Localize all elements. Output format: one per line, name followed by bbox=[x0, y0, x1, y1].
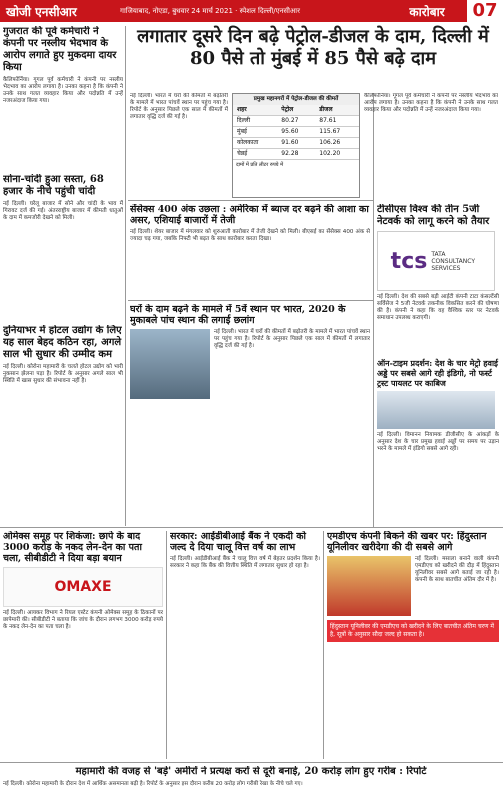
masthead bbox=[0, 0, 503, 22]
fuel-price-table bbox=[232, 93, 360, 198]
cell: 102.20 bbox=[315, 149, 359, 160]
story-tcs bbox=[377, 204, 499, 354]
table-row bbox=[233, 149, 359, 160]
newspaper-brand: खोजी एनसीआर bbox=[6, 4, 77, 19]
cell: मुंबई bbox=[233, 127, 277, 138]
story-body: नई दिल्ली। देश की सबसे बड़ी आईटी कंपनी टाटा कंसल्टेंसी सर्विसेज ने 5जी नेटवर्क तकनीक विकसित करने की घोषणा की है। कंपनी ने कहा कि वह वैश्विक स्तर पर नेटवर्क समाधान उपलब्ध कराएगी। bbox=[377, 294, 499, 321]
story-headline: दुनियाभर में होटल उद्योग के लिए यह साल बेहद कठिन रहा, अगले साल भी सुधार की उम्मीद कम bbox=[3, 325, 122, 360]
fuel-table bbox=[233, 105, 359, 160]
story-google bbox=[3, 26, 123, 171]
issue-date: गाजियाबाद, नोएडा, बुधवार 24 मार्च 2021 · स्पेशल दिल्ली/एनसीआर bbox=[120, 7, 300, 15]
column-rule bbox=[323, 531, 324, 759]
building-photo bbox=[130, 329, 210, 399]
story-body: कैलिफोर्निया। गूगल पूर्व कर्मचारी ने कंपनी पर नस्लीय भेदभाव का आरोप लगाया है। उनका कहना है कि कंपनी ने उनके साथ गलत व्यवहार किया और पदोन्नति में उन्हें नजरअंदाज किया गया। bbox=[3, 77, 123, 104]
lead-story-continued bbox=[364, 93, 498, 197]
cell: दिल्ली bbox=[233, 116, 277, 127]
fuel-table-title: प्रमुख महानगरों में पेट्रोल-डीजल की कीमतें bbox=[233, 94, 359, 105]
cell: 87.61 bbox=[315, 116, 359, 127]
story-body: नई दिल्ली। आईडीबीआई बैंक ने चालू वित्त वर्ष में बेहतर प्रदर्शन किया है। सरकार ने कहा कि बैंक की वित्तीय स्थिति में लगातार सुधार हो रहा है। bbox=[170, 556, 320, 569]
spice-packets-photo bbox=[327, 556, 411, 616]
story-omaxe bbox=[3, 531, 163, 759]
story-headline: सेंसेक्स 400 अंक उछला : अमेरिका में ब्याज दर बढ़ने की आशा का असर, एशियाई बाजारों में तेजी bbox=[130, 204, 369, 226]
cell: चेन्नई bbox=[233, 149, 277, 160]
column-rule bbox=[125, 26, 126, 526]
page-number: 07 bbox=[467, 0, 503, 22]
lead-body-2: कैलिफोर्निया। गूगल पूर्व कर्मचारी ने कंपनी पर नस्लीय भेदभाव का आरोप लगाया है। उनका कहना है कि कंपनी ने उनके साथ गलत व्यवहार किया और पदोन्नति में उन्हें नजरअंदाज किया गया। bbox=[364, 93, 498, 113]
story-sensex bbox=[130, 204, 370, 298]
story-headline: गुजरात की पूर्व कर्मचारी ने कंपनी पर नस्लीय भेदभाव के आरोप लगाते हुए मुकदमा दायर किया bbox=[3, 26, 117, 73]
tcs-name: TATA CONSULTANCY SERVICES bbox=[431, 250, 475, 272]
omaxe-logo: OMAXE bbox=[54, 578, 112, 595]
story-headline: घरों के दाम बढ़ने के मामले में 5वें स्थान पर भारत, 2020 के मुकाबले पांच स्थान की लगाई छलांग bbox=[130, 304, 346, 326]
omaxe-logo-box bbox=[3, 567, 163, 607]
story-headline: टीसीएस विश्व की तीन 5जी नेटवर्क को लागू करने को तैयार bbox=[377, 204, 490, 227]
cell: 91.60 bbox=[277, 138, 315, 149]
hul-highlight-box bbox=[327, 620, 499, 642]
cell: 95.60 bbox=[277, 127, 315, 138]
story-headline: ओमेक्स समूह पर शिकंजा: छापे के बाद 3000 करोड़ के नकद लेन-देन का पता चला, सीबीडीटी ने दिया बड़ा बयान bbox=[3, 531, 142, 564]
story-body: नई दिल्ली। मसाला बनाने वाली कंपनी एमडीएच को खरीदने की दौड़ में हिंदुस्तान यूनिलीवर सबसे आगे बताई जा रही है। कंपनी के साथ बातचीत अंतिम दौर में है। bbox=[415, 556, 499, 583]
table-row bbox=[233, 127, 359, 138]
cell: कोलकाता bbox=[233, 138, 277, 149]
fuel-header-petrol: पेट्रोल bbox=[277, 105, 315, 116]
fuel-header-city: शहर bbox=[233, 105, 277, 116]
story-headline: एमडीएच कंपनी बिकने की खबर पर: हिंदुस्तान यूनिलीवर खरीदेगा की दी सबसे आगे bbox=[327, 531, 487, 553]
lead-headline: लगातार दूसरे दिन बढ़े पेट्रोल-डीजल के दाम, दिल्ली में 80 पैसे तो मुंबई में 85 पैसे बढ़े दाम bbox=[137, 26, 489, 69]
row-rule bbox=[0, 527, 503, 528]
story-hotel bbox=[3, 325, 123, 523]
story-headline: सरकार: आईडीबीआई बैंक ने एकदी को जल्द दे दिया चालू वित्त वर्ष का लाभ bbox=[170, 531, 306, 553]
story-hul bbox=[327, 531, 499, 759]
story-body: नई दिल्ली। कोरोना महामारी के दौरान देश में आर्थिक असमानता बढ़ी है। रिपोर्ट के अनुसार इस दौरान करीब 20 करोड़ लोग गरीबी रेखा के नीचे चले गए। bbox=[3, 781, 303, 787]
lead-body: नई दिल्ली। भारत में घरों की कीमतों में बढ़ोतरी के मामले में भारत पांचवें स्थान पर पहुंच गया है। रिपोर्ट के अनुसार पिछले एक साल में कीमतों में लगातार वृद्धि दर्ज की गई है। bbox=[130, 93, 228, 120]
fuel-table-note: दामों में प्रति लीटर रुपये में bbox=[236, 162, 284, 168]
aircraft-photo bbox=[377, 391, 495, 429]
story-housing bbox=[130, 304, 370, 524]
row-rule bbox=[0, 762, 503, 763]
table-row bbox=[233, 116, 359, 127]
story-bottom bbox=[3, 766, 499, 798]
story-body: नई दिल्ली। विमानन नियामक डीजीसीए के आंकड़ों के अनुसार देश के चार प्रमुख हवाई अड्डों पर समय पर उड़ान भरने के मामले में इंडिगो सबसे आगे रही। bbox=[377, 432, 499, 452]
story-headline: सोना-चांदी हुआ सस्ता, 68 हजार के नीचे पहुंची चांदी bbox=[3, 174, 104, 197]
story-body: नई दिल्ली। भारत में घरों की कीमतों में बढ़ोतरी के मामले में भारत पांचवें स्थान पर पहुंच गया है। रिपोर्ट के अनुसार पिछले एक साल में कीमतों में लगातार वृद्धि दर्ज की गई है। bbox=[214, 329, 370, 349]
cell: 115.67 bbox=[315, 127, 359, 138]
cell: 92.28 bbox=[277, 149, 315, 160]
story-bank bbox=[170, 531, 320, 759]
lead-headline-block bbox=[128, 26, 498, 70]
table-row bbox=[233, 138, 359, 149]
story-body: नई दिल्ली। शेयर बाजार में मंगलवार को शुरुआती कारोबार में तेजी देखने को मिली। बीएसई का सेंसेक्स 400 अंक से ज्यादा चढ़ गया, जबकि निफ्टी भी बढ़त के साथ कारोबार करता दिखा। bbox=[130, 229, 370, 242]
story-body: नई दिल्ली। घरेलू बाजार में सोने और चांदी के भाव में गिरावट दर्ज की गई। अंतरराष्ट्रीय बाजार में कीमती धातुओं के दाम में कमजोरी देखने को मिली। bbox=[3, 201, 123, 221]
story-body: नई दिल्ली। कोरोना महामारी के चलते होटल उद्योग को भारी नुकसान झेलना पड़ा है। रिपोर्ट के अनुसार अगले साल भी स्थिति में खास सुधार की संभावना नहीं है। bbox=[3, 364, 123, 384]
row-rule bbox=[128, 200, 373, 201]
lead-story bbox=[130, 93, 228, 197]
row-rule bbox=[128, 300, 373, 301]
tcs-logo-box bbox=[377, 231, 495, 291]
cell: 106.26 bbox=[315, 138, 359, 149]
story-airline bbox=[377, 358, 499, 524]
story-headline: ऑन-टाइम प्रदर्शन: देश के चार मेट्रो हवाई अड्डे पर सबसे आगे रही इंडिगो, नो फर्स्ट ट्रस्ट पायलट पर काबिज bbox=[377, 358, 498, 388]
column-rule bbox=[166, 531, 167, 759]
hul-highlight-text: हिंदुस्तान यूनिलीवर की एमडीएच को खरीदने के लिए बातचीत अंतिम चरण में है, सूत्रों के अनुसार सौदा जल्द हो सकता है। bbox=[330, 623, 494, 638]
section-title: कारोबार bbox=[409, 4, 445, 19]
story-gold bbox=[3, 174, 123, 319]
cell: 80.27 bbox=[277, 116, 315, 127]
story-body: नई दिल्ली। आयकर विभाग ने रियल एस्टेट कंपनी ओमेक्स समूह के ठिकानों पर छापेमारी की। सीबीडीटी ने बताया कि जांच के दौरान लगभग 3000 करोड़ रुपये के नकद लेन-देन का पता चला है। bbox=[3, 610, 163, 630]
fuel-header-diesel: डीजल bbox=[315, 105, 359, 116]
tcs-logo: tcs bbox=[390, 248, 428, 274]
story-headline: महामारी की वजह से 'बड़े' अमीरों ने प्रत्यक्ष करों से दूरी बनाई, 20 करोड़ लोग हुए गरीब : रिपोर्ट bbox=[75, 766, 427, 777]
